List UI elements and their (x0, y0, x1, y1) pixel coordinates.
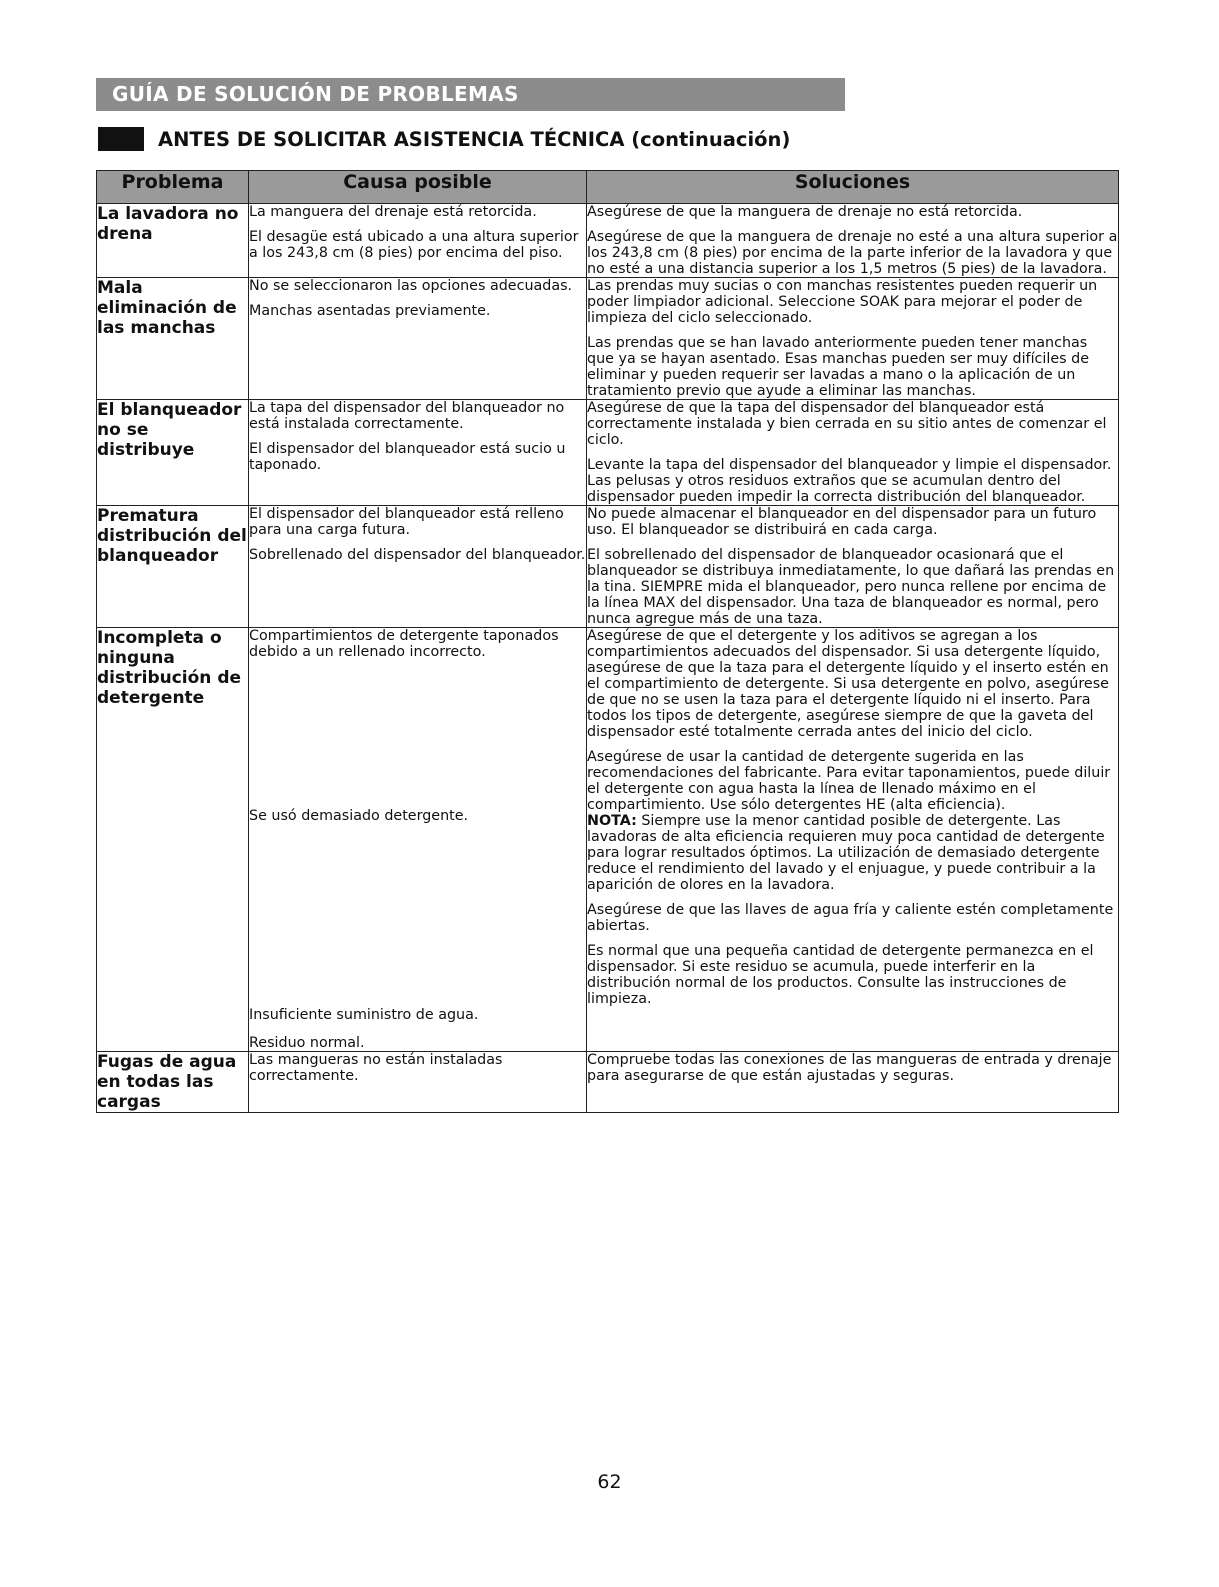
problem-cell: Prematura distribución del blanqueador (97, 506, 249, 628)
problem-cell: Incompleta o ninguna distribución de detergente (97, 628, 249, 1052)
solution-text: Las prendas muy sucias o con manchas resistentes pueden requerir un poder limpiador adicional. Seleccione SOAK para mejorar el poder de limpieza del ciclo seleccionado. (587, 278, 1098, 326)
solution-item (587, 749, 1118, 893)
solution-cell (587, 1052, 1119, 1113)
problem-cell: El blanqueador no se distribuye (97, 400, 249, 506)
cause-item: El desagüe está ubicado a una altura superior a los 243,8 cm (8 pies) por encima del piso. (249, 229, 579, 261)
cause-cell (249, 628, 587, 1052)
solution-item (587, 547, 1118, 627)
table-body (97, 204, 1119, 1113)
section-banner: GUÍA DE SOLUCIÓN DE PROBLEMAS (96, 78, 845, 111)
solution-item (587, 278, 1118, 326)
solution-text: Asegúrese de que la manguera de drenaje no está retorcida. (587, 204, 1023, 220)
cause-item: La tapa del dispensador del blanqueador no está instalada correctamente. (249, 400, 565, 432)
table-header-row (97, 171, 1119, 204)
page-number: 62 (597, 1471, 622, 1493)
header-solutions: Soluciones (587, 171, 1119, 204)
cause-cell (249, 1052, 587, 1113)
solution-item (587, 204, 1118, 220)
solution-text: Asegúrese de usar la cantidad de detergente sugerida en las recomendaciones del fabricante. Para evitar taponamientos, puede diluir el detergente con agua hasta la línea de llenado máximo en el compartimiento. Use sólo detergentes HE (alta eficiencia). (587, 749, 1111, 813)
solution-text: Es normal que una pequeña cantidad de detergente permanezca en el dispensador. Si este residuo se acumula, puede interferir en la distribución normal de los productos. Consulte las instrucciones de limpieza. (587, 943, 1094, 1007)
solution-text: No puede almacenar el blanqueador en del dispensador para un futuro uso. El blanqueador se distribuirá en cada carga. (587, 506, 1097, 538)
cause-item: Las mangueras no están instaladas correctamente. (249, 1052, 503, 1084)
solution-item (587, 229, 1118, 277)
solution-item (587, 902, 1118, 934)
note-text: Siempre use la menor cantidad posible de detergente. Las lavadoras de alta eficiencia requieren muy poca cantidad de detergente para lograr resultados óptimos. La utilización de demasiado detergente reduce el rendimiento del lavado y el enjuague, y puede contribuir a la aparición de olores en la lavadora. (587, 813, 1105, 893)
cause-item: El dispensador del blanqueador está relleno para una carga futura. (249, 506, 564, 538)
cause-item: La manguera del drenaje está retorcida. (249, 204, 537, 220)
subheading (98, 124, 790, 154)
cause-item: Manchas asentadas previamente. (249, 303, 491, 319)
solution-item (587, 943, 1118, 1007)
solution-item (587, 1052, 1118, 1084)
solution-text: Asegúrese de que las llaves de agua fría y caliente estén completamente abiertas. (587, 902, 1114, 934)
solution-cell (587, 278, 1119, 400)
cause-item: Sobrellenado del dispensador del blanqueador. (249, 547, 586, 563)
cause-cell (249, 204, 587, 278)
header-cause: Causa posible (249, 171, 587, 204)
note (587, 813, 1118, 893)
solution-item (587, 400, 1118, 448)
solution-cell (587, 204, 1119, 278)
subheading-marker (98, 127, 144, 151)
solution-cell (587, 506, 1119, 628)
cause-item: Compartimientos de detergente taponados debido a un rellenado incorrecto. (249, 628, 559, 660)
cause-item: El dispensador del blanqueador está sucio u taponado. (249, 441, 566, 473)
solution-item (587, 628, 1118, 740)
solution-item (587, 457, 1118, 505)
solution-text: Asegúrese de que la manguera de drenaje no esté a una altura superior a los 243,8 cm (8 pies) por encima de la parte inferior de la lavadora y que no esté a una distancia superior a los 1,5 metros (5 pies) de la lavadora. (587, 229, 1118, 277)
solution-cell (587, 400, 1119, 506)
solution-text: Asegúrese de que el detergente y los aditivos se agregan a los compartimientos adecuados del dispensador. Si usa detergente líquido, asegúrese de que la taza para el detergente líquido y el inserto estén en el compartimiento de detergente. Si usa detergente en polvo, asegúrese de que no se usen la taza para el detergente líquido ni el inserto. Para todos los tipos de detergente, asegúrese siempre de que la gaveta del dispensador esté totalmente cerrada antes del inicio del ciclo. (587, 628, 1109, 740)
solution-text: Las prendas que se han lavado anteriormente pueden tener manchas que ya se hayan asentado. Esas manchas pueden ser muy difíciles de eliminar y pueden requerir ser lavadas a mano o la aplicación de un tratamiento previo que ayude a eliminar las manchas. (587, 335, 1090, 399)
problem-cell: Fugas de agua en todas las cargas (97, 1052, 249, 1113)
cause-cell (249, 278, 587, 400)
solution-item (587, 335, 1118, 399)
table-row (97, 400, 1119, 506)
note-label: NOTA: (587, 813, 637, 829)
troubleshooting-table (96, 170, 1119, 1113)
table-row (97, 506, 1119, 628)
cause-item: Residuo normal. (249, 1035, 365, 1051)
solution-text: El sobrellenado del dispensador de blanqueador ocasionará que el blanqueador se distribuya inmediatamente, lo que dañará las prendas en la tina. SIEMPRE mida el blanqueador, pero nunca rellene por encima de la línea MAX del dispensador. Una taza de blanqueador es normal, pero nunca agregue más de una taza. (587, 547, 1115, 627)
table-row (97, 628, 1119, 1052)
cause-cell (249, 400, 587, 506)
solution-text: Levante la tapa del dispensador del blanqueador y limpie el dispensador. Las pelusas y otros residuos extraños que se acumulan dentro del dispensador pueden impedir la correcta distribución del blanqueador. (587, 457, 1112, 505)
cause-cell (249, 506, 587, 628)
cause-item: No se seleccionaron las opciones adecuadas. (249, 278, 573, 294)
problem-cell: La lavadora no drena (97, 204, 249, 278)
header-problem: Problema (97, 171, 249, 204)
subheading-text: ANTES DE SOLICITAR ASISTENCIA TÉCNICA (continuación) (158, 127, 791, 151)
cause-item: Insuficiente suministro de agua. (249, 1007, 479, 1023)
table-row (97, 204, 1119, 278)
solution-item (587, 506, 1118, 538)
problem-cell: Mala eliminación de las manchas (97, 278, 249, 400)
cause-item: Se usó demasiado detergente. (249, 808, 469, 824)
table-row (97, 1052, 1119, 1113)
solution-text: Compruebe todas las conexiones de las mangueras de entrada y drenaje para asegurarse de que están ajustadas y seguras. (587, 1052, 1112, 1084)
table-row (97, 278, 1119, 400)
solution-text: Asegúrese de que la tapa del dispensador del blanqueador está correctamente instalada y bien cerrada en su sitio antes de comenzar el ciclo. (587, 400, 1107, 448)
solution-cell (587, 628, 1119, 1052)
